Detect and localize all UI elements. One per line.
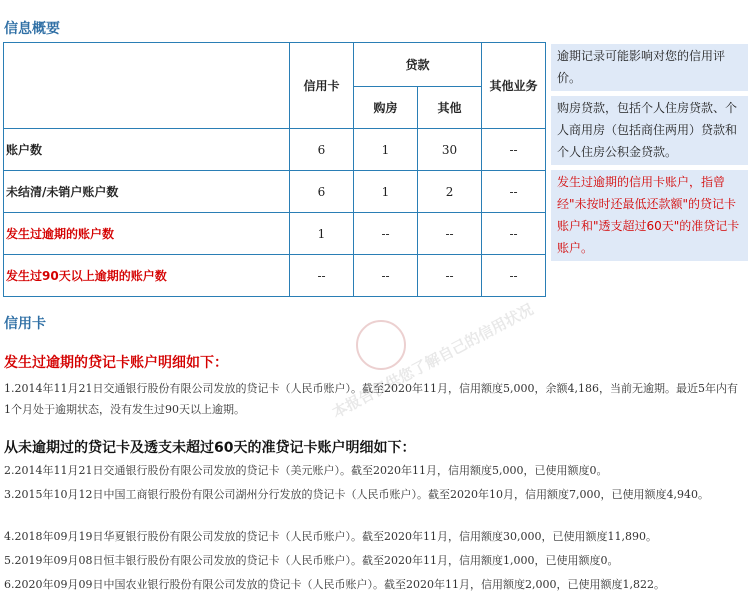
- note-overdue-impact: 逾期记录可能影响对您的信用评价。: [551, 44, 748, 91]
- list-item: 6.2020年09月09日中国农业银行股份有限公司发放的贷记卡（人民币账户）。截至2020年11月，信用额度2,000，已使用额度1,822。: [4, 578, 665, 591]
- list-item: 3.2015年10月12日中国工商银行股份有限公司湖州分行发放的贷记卡（人民币账户）。截至2020年10月，信用额度7,000，已使用额度4,940。: [4, 488, 709, 501]
- normal-heading: 从未逾期过的贷记卡及透支未超过60天的准贷记卡账户明细如下：: [4, 440, 416, 456]
- cell-housing: --: [354, 213, 418, 255]
- cell-housing: --: [354, 255, 418, 297]
- cell-housing: 1: [354, 171, 418, 213]
- note-housing-loan: 购房贷款，包括个人住房贷款、个人商用房（包括商住两用）贷款和个人住房公积金贷款。: [551, 96, 748, 165]
- cell-other-business: --: [482, 129, 546, 171]
- cell-other-business: --: [482, 171, 546, 213]
- credit-seal-icon: [356, 320, 406, 370]
- cell-other-business: --: [482, 255, 546, 297]
- cell-other: 2: [418, 171, 482, 213]
- cell-credit-card: 6: [290, 171, 354, 213]
- list-item: 5.2019年09月08日恒丰银行股份有限公司发放的贷记卡（人民币账户）。截至2020年11月，信用额度1,000，已使用额度0。: [4, 554, 619, 567]
- list-item: 2.2014年11月21日交通银行股份有限公司发放的贷记卡（美元账户）。截至2020年11月，信用额度5,000，已使用额度0。: [4, 464, 608, 477]
- cell-other: --: [418, 255, 482, 297]
- cell-housing: 1: [354, 129, 418, 171]
- info-overview-title: 信息概要: [4, 21, 60, 37]
- cell-other-business: --: [482, 213, 546, 255]
- table-row: [4, 171, 546, 213]
- row-label: 账户数: [4, 129, 290, 171]
- table-row: [4, 255, 546, 297]
- overdue-heading: 发生过逾期的贷记卡账户明细如下：: [4, 355, 228, 371]
- table-row: [4, 213, 546, 255]
- header-loan: 贷款: [354, 43, 482, 87]
- header-other-business: 其他业务: [482, 43, 546, 129]
- header-other: 其他: [418, 87, 482, 129]
- cell-credit-card: --: [290, 255, 354, 297]
- header-credit-card: 信用卡: [290, 43, 354, 129]
- watermark-text: 本报告仅供您了解自己的信用状况: [329, 300, 537, 422]
- credit-card-title: 信用卡: [4, 316, 46, 332]
- table-row: [4, 129, 546, 171]
- cell-other: 30: [418, 129, 482, 171]
- cell-credit-card: 1: [290, 213, 354, 255]
- cell-credit-card: 6: [290, 129, 354, 171]
- list-item: 4.2018年09月19日华夏银行股份有限公司发放的贷记卡（人民币账户）。截至2020年11月，信用额度30,000，已使用额度11,890。: [4, 530, 657, 543]
- info-notes: [551, 44, 748, 266]
- row-label: 未结清/未销户账户数: [4, 171, 290, 213]
- header-housing: 购房: [354, 87, 418, 129]
- row-label: 发生过90天以上逾期的账户数: [4, 255, 290, 297]
- row-label: 发生过逾期的账户数: [4, 213, 290, 255]
- cell-other: --: [418, 213, 482, 255]
- note-overdue-definition: 发生过逾期的信用卡账户，指曾经"未按时还最低还款额"的贷记卡账户和"透支超过60天"的准贷记卡账户。: [551, 170, 748, 261]
- info-overview-table: [3, 42, 546, 297]
- list-item: 1.2014年11月21日交通银行股份有限公司发放的贷记卡（人民币账户）。截至2020年11月，信用额度5,000，余额4,186，当前无逾期。最近5年内有1个月处于逾期状态，没有发生过90天以上逾期。: [4, 382, 738, 416]
- table-corner: [4, 43, 290, 129]
